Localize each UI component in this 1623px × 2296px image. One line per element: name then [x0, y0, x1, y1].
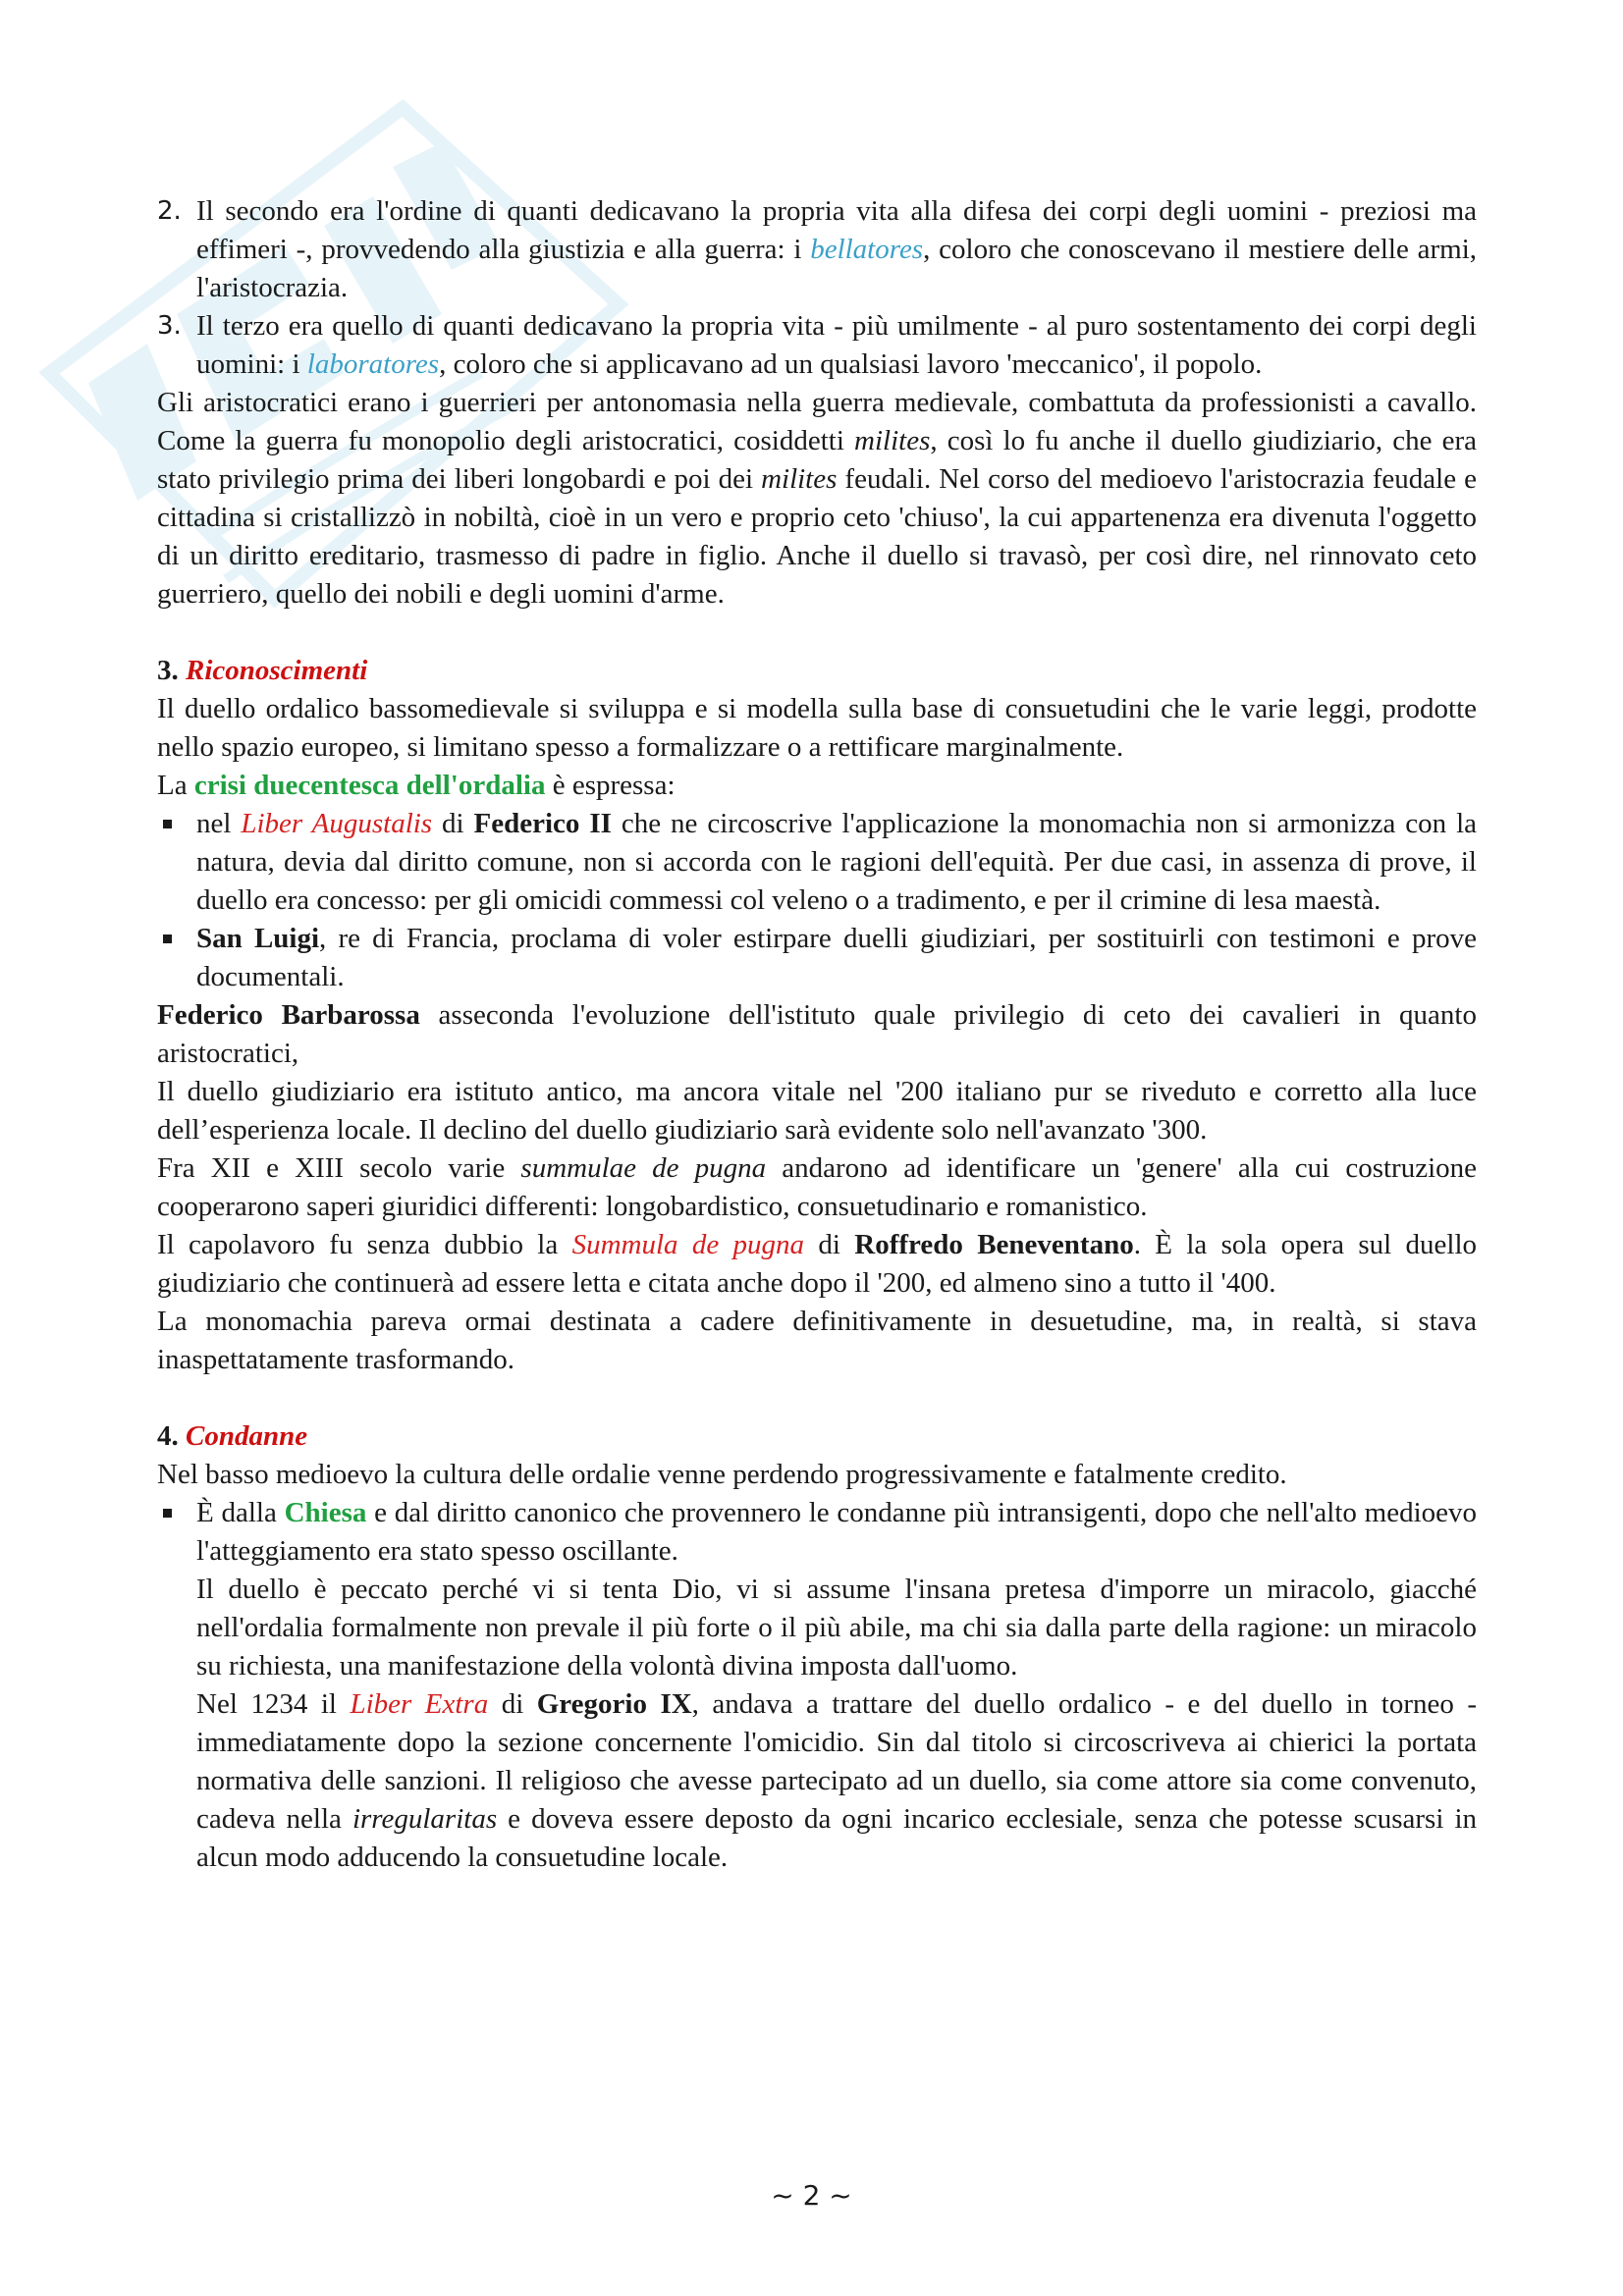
paragraph-aristocratici: Gli aristocratici erano i guerrieri per antonomasia nella guerra medievale, combattuta da professionisti a cavallo. Come la guerra fu monopolio degli aristocratici, cosiddetti milites, così lo fu anche il duello giudiziario, che era stato privilegio prima dei liberi longobardi e poi dei milites feudali. Nel corso del medioevo l'aristocrazia feudale e cittadina si cristallizzò in nobiltà, cioè in un vero e proprio ceto 'chiuso', la cui appartenenza era divenuta l'oggetto di un diritto ereditario, trasmesso di padre in figlio. Anche il duello si travasò, per così dire, nel rinnovato ceto guerriero, quello dei nobili e degli uomini d'arme. — [157, 387, 1477, 610]
list-item: È dalla Chiesa e dal diritto canonico che provennero le condanne più intransigenti, dopo che nell'alto medioevo l'atteggiamento era stato spesso oscillante. Il duello è peccato perché vi si tenta Dio, vi si assume l'insana pretesa d'imporre un miracolo, giacché nell'ordalia formalmente non prevale il più forte o il più abile, ma chi sia dalla parte della ragione: un miracolo su richiesta, una manifestazione della volontà divina imposta dall'uomo. Nel 1234 il Liber Extra di Gregorio IX, andava a trattare del duello ordalico - e del duello in torneo - immediatamente dopo la sezione concernente l'omicidio. Sin dal titolo si circoscriveva ai chierici la portata normativa delle sanzioni. Il religioso che avesse partecipato ad un duello, sia come attore sia come convenuto, cadeva nella irregularitas e doveva essere deposto da ogni incarico ecclesiale, senza che potesse scusarsi in alcun modo adducendo la consuetudine locale. — [157, 1494, 1477, 1877]
paragraph-liber-extra: Nel 1234 il Liber Extra di Gregorio IX, andava a trattare del duello ordalico - e del duello in torneo - immediatamente dopo la sezione concernente l'omicidio. Sin dal titolo si circoscriveva ai chierici la portata normativa delle sanzioni. Il religioso che avesse partecipato ad un duello, sia come attore sia come convenuto, cadeva nella irregularitas e doveva essere deposto da ogni incarico ecclesiale, senza che potesse scusarsi in alcun modo adducendo la consuetudine locale. — [196, 1688, 1478, 1873]
paragraph-peccato: Il duello è peccato perché vi si tenta Dio, vi si assume l'insana pretesa d'imporre un miracolo, giacché nell'ordalia formalmente non prevale il più forte o il più abile, ma chi sia dalla parte della ragione: un miracolo su richiesta, una manifestazione della volontà divina imposta dall'uomo. — [196, 1574, 1477, 1682]
page-number: ~ 2 ~ — [771, 2179, 852, 2212]
list-number: 3. — [157, 311, 182, 341]
paragraph-barbarossa: Federico Barbarossa asseconda l'evoluzione dell'istituto quale privilegio di ceto dei cavalieri in quanto aristocratici, — [157, 999, 1477, 1069]
crisi-bullets — [157, 805, 1477, 996]
term-chiesa: Chiesa — [284, 1497, 367, 1528]
paragraph-intro-riconoscimenti: Il duello ordalico bassomedievale si sviluppa e si modella sulla base di consuetudini che le varie leggi, prodotte nello spazio europeo, si limitano spesso a formalizzare o a rettificare marginalmente. — [157, 693, 1477, 763]
list-item: 2. Il secondo era l'ordine di quanti dedicavano la propria vita alla difesa dei corpi degli uomini - preziosi ma effimeri -, provvedendo alla giustizia e alla guerra: i bellatores, coloro che conoscevano il mestiere delle armi, l'aristocrazia. — [157, 192, 1477, 307]
term-laboratores: laboratores — [306, 348, 440, 380]
paragraph-antico: Il duello giudiziario era istituto antico, ma ancora vitale nel '200 italiano pur se riveduto e corretto alla luce dell’esperienza locale. Il declino del duello giudiziario sarà evidente solo nell'avanzato '300. — [157, 1076, 1477, 1146]
list-item: nel Liber Augustalis di Federico II che ne circoscrive l'applicazione la monomachia non si armonizza con la natura, devia dal diritto comune, non si accorda con le ragioni dell'equità. Per due casi, in assenza di prove, il duello era concesso: per gli omicidi commessi col veleno o a tradimento, e per il crimine di lesa maestà. — [157, 805, 1477, 920]
paragraph-crisi: La crisi duecentesca dell'ordalia è espressa: — [157, 770, 676, 801]
section-heading-condanne: 4. Condanne — [157, 1420, 308, 1452]
paragraph-capolavoro: Il capolavoro fu senza dubbio la Summula de pugna di Roffredo Beneventano. È la sola opera sul duello giudiziario che continuerà ad essere letta e citata anche dopo il '200, ed almeno sino a tutto il '400. — [157, 1229, 1478, 1299]
list-item: San Luigi, re di Francia, proclama di voler estirpare duelli giudiziari, per sostituirli con testimoni e prove documentali. — [157, 920, 1477, 996]
paragraph-intro-condanne: Nel basso medioevo la cultura delle ordalie venne perdendo progressivamente e fatalmente credito. — [157, 1459, 1287, 1490]
paragraph-monomachia: La monomachia pareva ormai destinata a cadere definitivamente in desuetudine, ma, in realtà, si stava inaspettatamente trasformando. — [157, 1306, 1477, 1375]
section-heading-riconoscimenti: 3. Riconoscimenti — [157, 655, 368, 686]
page-content — [157, 192, 1477, 1877]
condanne-bullets — [157, 1494, 1477, 1877]
term-crisi: crisi duecentesca dell'ordalia — [193, 770, 546, 801]
list-item: 3. Il terzo era quello di quanti dedicavano la propria vita - più umilmente - al puro sostentamento dei corpi degli uomini: i laboratores, coloro che si applicavano ad un qualsiasi lavoro 'meccanico', il popolo. — [157, 307, 1477, 384]
term-bellatores: bellatores — [810, 234, 924, 265]
list-number: 2. — [157, 196, 182, 226]
orders-list — [157, 192, 1477, 384]
paragraph-summulae: Fra XII e XIII secolo varie summulae de pugna andarono ad identificare un 'genere' alla cui costruzione cooperarono saperi giuridici differenti: longobardistico, consuetudinario e romanistico. — [157, 1152, 1477, 1222]
